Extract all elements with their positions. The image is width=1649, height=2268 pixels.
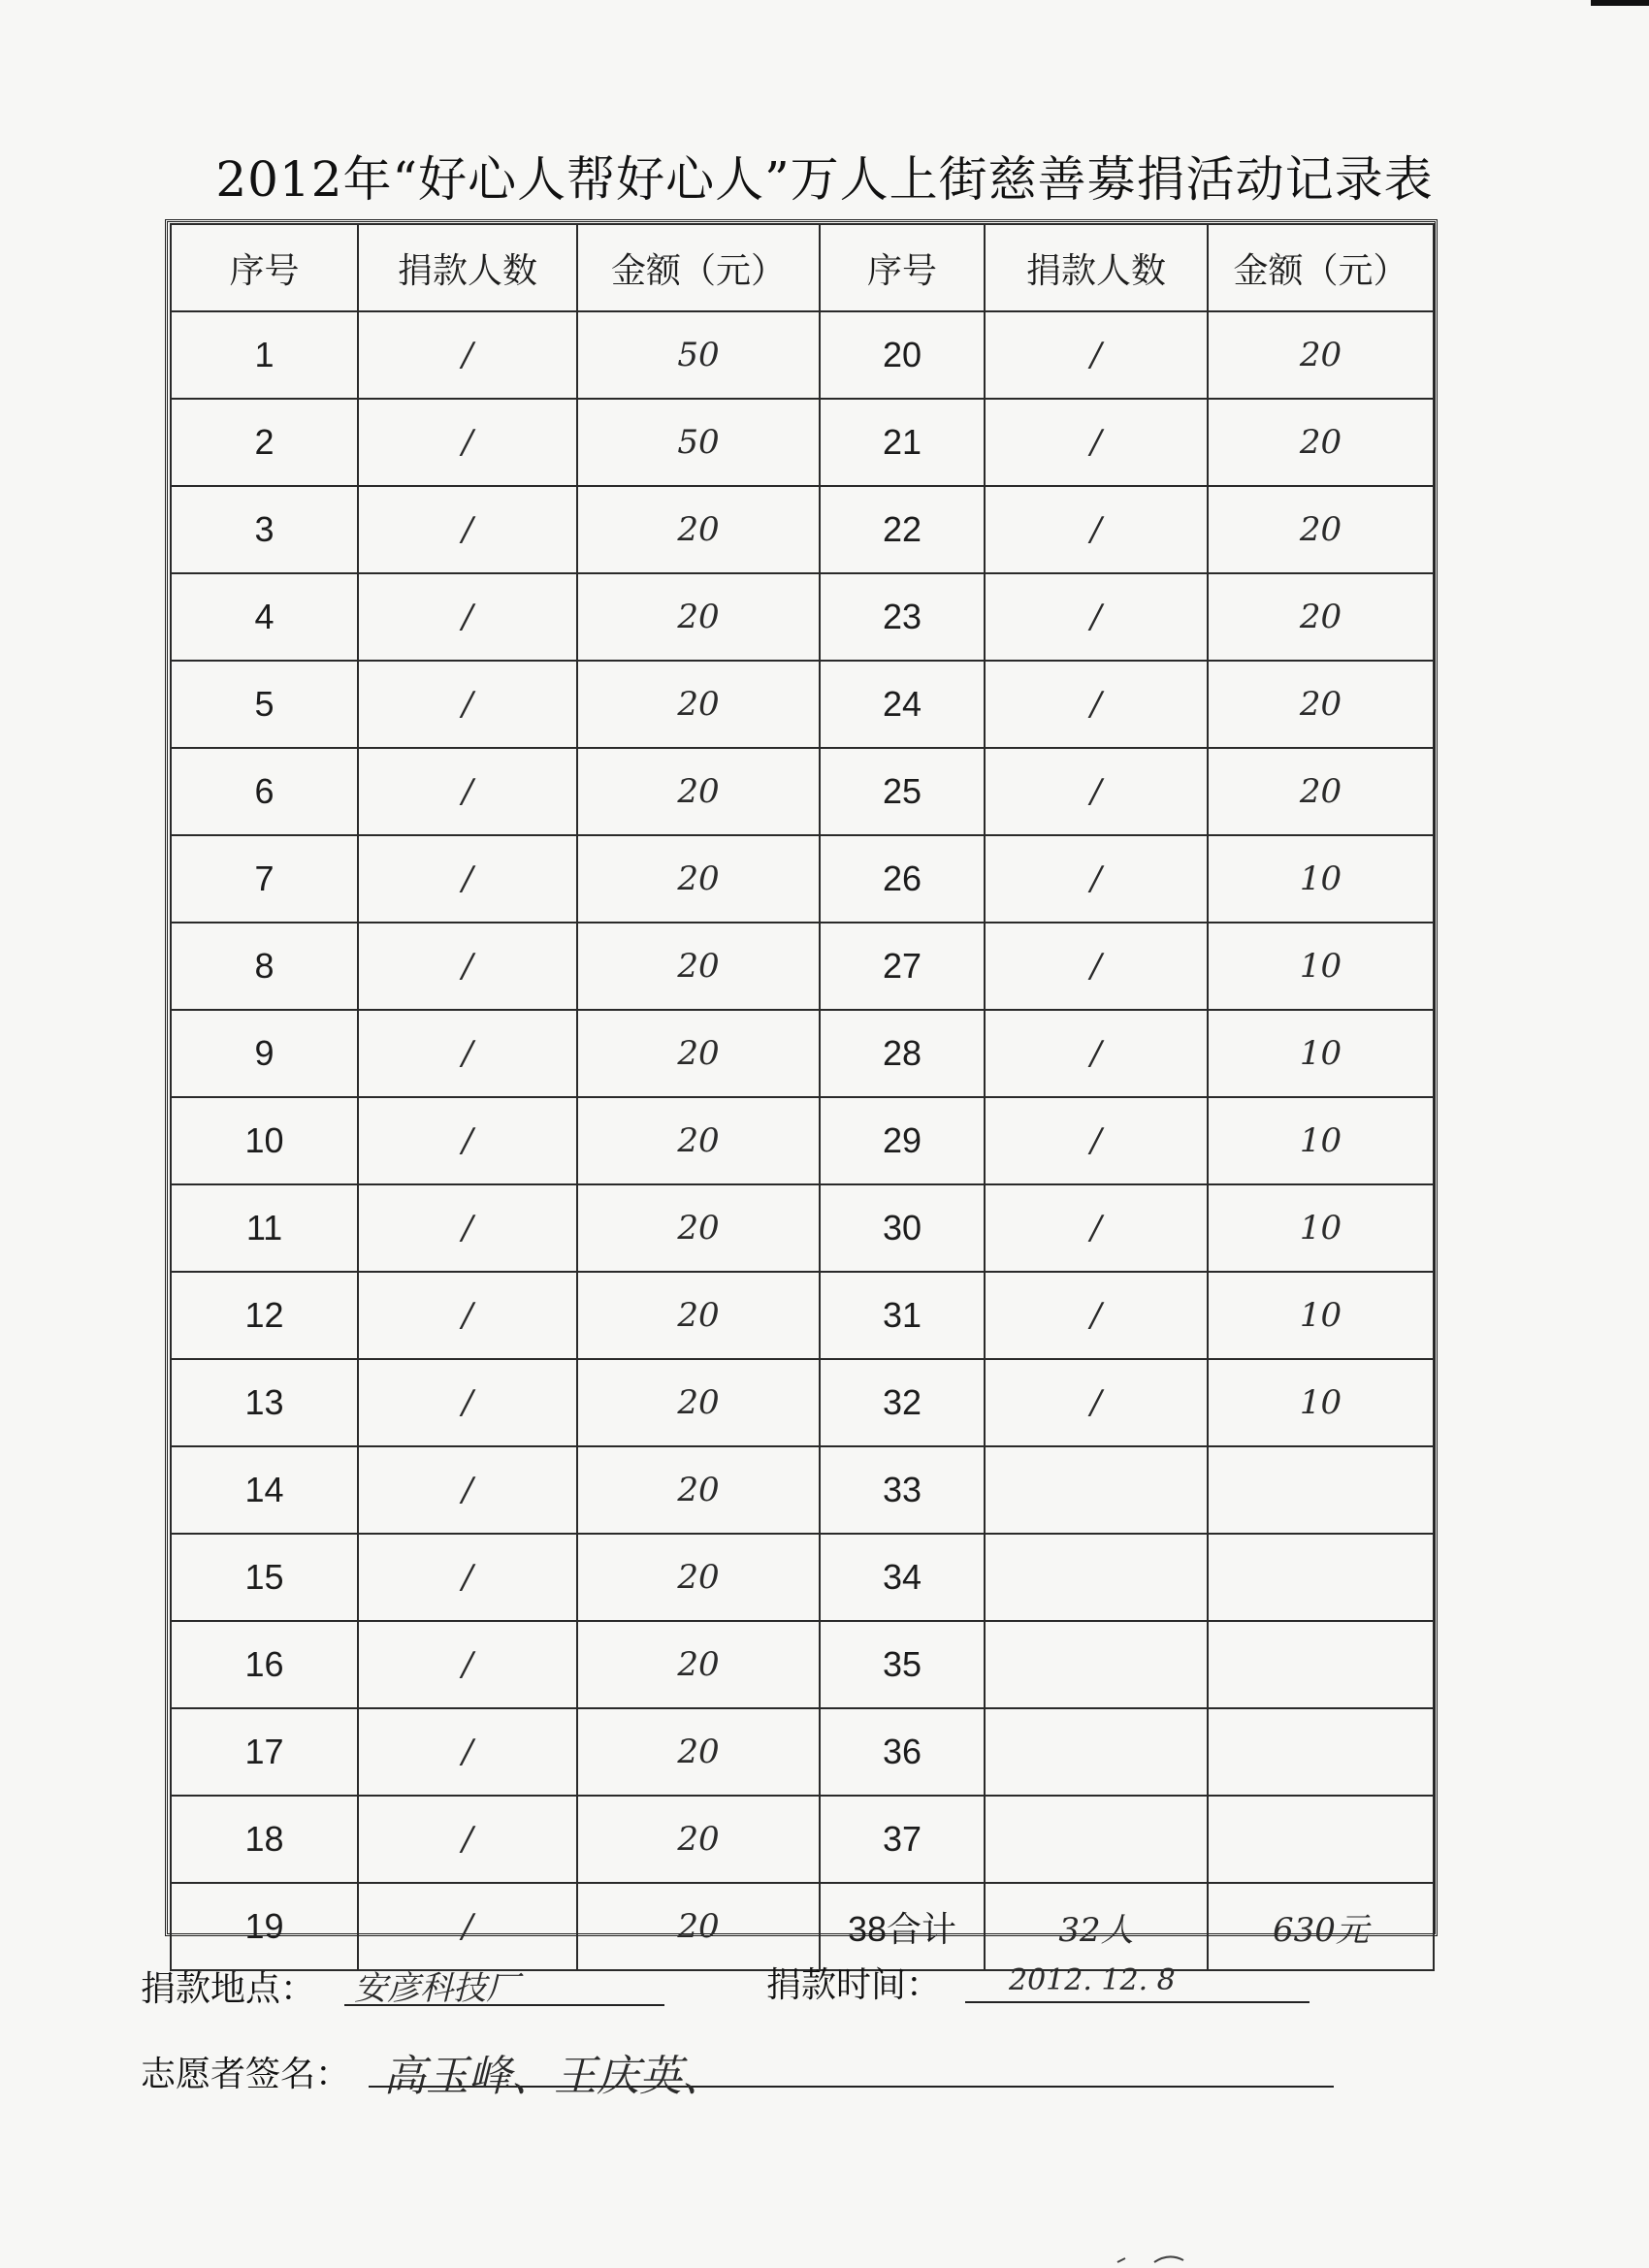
- amount-cell-2: 630元: [1208, 1883, 1434, 1970]
- amount-cell-2: 10: [1208, 1359, 1434, 1446]
- serial-cell-2: 35: [820, 1621, 985, 1708]
- donor-count-cell: /: [358, 1534, 577, 1621]
- amount-cell: 20: [577, 573, 820, 661]
- time-label: 捐款时间：: [766, 1964, 942, 2004]
- donor-count-cell-2: /: [985, 573, 1208, 661]
- amount-cell: 20: [577, 1796, 820, 1883]
- amount-cell-2: 20: [1208, 311, 1434, 399]
- serial-cell-2: 34: [820, 1534, 985, 1621]
- table-row: [171, 748, 1434, 835]
- amount-cell-2: 10: [1208, 1010, 1434, 1097]
- donor-count-cell-2: /: [985, 835, 1208, 923]
- donor-count-cell-2: /: [985, 748, 1208, 835]
- table-row: [171, 835, 1434, 923]
- serial-cell-2: 20: [820, 311, 985, 399]
- amount-cell: 20: [577, 1446, 820, 1534]
- donor-count-cell: /: [358, 835, 577, 923]
- amount-cell: 20: [577, 923, 820, 1010]
- donor-count-cell-2: [985, 1708, 1208, 1796]
- amount-cell-2: 10: [1208, 1272, 1434, 1359]
- serial-cell-2: 32: [820, 1359, 985, 1446]
- donor-count-cell: /: [358, 1621, 577, 1708]
- donor-count-cell-2: /: [985, 311, 1208, 399]
- header-cell-amount: 金额（元）: [577, 224, 820, 311]
- amount-cell-2: [1208, 1621, 1434, 1708]
- donor-count-cell: /: [358, 1446, 577, 1534]
- donor-count-cell-2: /: [985, 486, 1208, 573]
- serial-cell-2: 36: [820, 1708, 985, 1796]
- table-row: [171, 661, 1434, 748]
- serial-cell: 6: [171, 748, 358, 835]
- amount-cell-2: 20: [1208, 486, 1434, 573]
- serial-cell-2: 25: [820, 748, 985, 835]
- table-row: [171, 1708, 1434, 1796]
- donor-count-cell-2: /: [985, 1097, 1208, 1184]
- table-header-row: [171, 224, 1434, 311]
- serial-cell-2: 27: [820, 923, 985, 1010]
- header-cell-donor-count-2: 捐款人数: [985, 224, 1208, 311]
- donor-count-cell-2: [985, 1796, 1208, 1883]
- donor-count-cell: /: [358, 1184, 577, 1272]
- serial-cell-2: 28: [820, 1010, 985, 1097]
- donor-count-cell: /: [358, 1097, 577, 1184]
- amount-cell-2: 20: [1208, 748, 1434, 835]
- amount-cell: 50: [577, 311, 820, 399]
- serial-cell: 16: [171, 1621, 358, 1708]
- serial-cell-2: 23: [820, 573, 985, 661]
- table-row: [171, 1097, 1434, 1184]
- amount-cell-2: 10: [1208, 1184, 1434, 1272]
- serial-cell: 11: [171, 1184, 358, 1272]
- amount-cell-2: [1208, 1446, 1434, 1534]
- serial-cell: 19: [171, 1883, 358, 1970]
- serial-cell-2: 24: [820, 661, 985, 748]
- donation-record-table: [170, 223, 1435, 1971]
- amount-cell-2: [1208, 1708, 1434, 1796]
- table-row: [171, 311, 1434, 399]
- serial-cell-2: 30: [820, 1184, 985, 1272]
- amount-cell-2: 20: [1208, 661, 1434, 748]
- donor-count-cell: /: [358, 399, 577, 486]
- header-cell-serial-2: 序号: [820, 224, 985, 311]
- amount-cell: 20: [577, 1184, 820, 1272]
- table-row: [171, 1796, 1434, 1883]
- serial-cell: 15: [171, 1534, 358, 1621]
- bottom-scribble-mark: [1116, 2249, 1261, 2266]
- amount-cell-2: [1208, 1534, 1434, 1621]
- serial-cell: 8: [171, 923, 358, 1010]
- amount-cell: 50: [577, 399, 820, 486]
- serial-cell-2: 38合计: [820, 1883, 985, 1970]
- time-value: 2012. 12. 8: [1009, 1963, 1176, 1997]
- serial-cell-2: 26: [820, 835, 985, 923]
- amount-cell-2: 10: [1208, 923, 1434, 1010]
- location-label: 捐款地点：: [141, 1968, 316, 2008]
- donor-count-cell: /: [358, 1796, 577, 1883]
- serial-cell: 7: [171, 835, 358, 923]
- header-cell-serial: 序号: [171, 224, 358, 311]
- table-row: [171, 573, 1434, 661]
- amount-cell: 20: [577, 1883, 820, 1970]
- table-row: [171, 1184, 1434, 1272]
- serial-cell: 3: [171, 486, 358, 573]
- amount-cell-2: 20: [1208, 573, 1434, 661]
- table-row: [171, 1446, 1434, 1534]
- donor-count-cell: /: [358, 1708, 577, 1796]
- table-body: [171, 224, 1434, 1970]
- serial-cell: 17: [171, 1708, 358, 1796]
- serial-cell-2: 21: [820, 399, 985, 486]
- donor-count-cell: /: [358, 1883, 577, 1970]
- donor-count-cell: /: [358, 311, 577, 399]
- serial-cell-2: 33: [820, 1446, 985, 1534]
- amount-cell-2: 10: [1208, 835, 1434, 923]
- table-row: [171, 923, 1434, 1010]
- table-row: [171, 1534, 1434, 1621]
- amount-cell-2: 20: [1208, 399, 1434, 486]
- header-cell-amount-2: 金额（元）: [1208, 224, 1434, 311]
- amount-cell: 20: [577, 1010, 820, 1097]
- table-row: [171, 399, 1434, 486]
- donor-count-cell-2: /: [985, 923, 1208, 1010]
- donor-count-cell: /: [358, 573, 577, 661]
- amount-cell: 20: [577, 1097, 820, 1184]
- donor-count-cell: /: [358, 1359, 577, 1446]
- donor-count-cell-2: /: [985, 399, 1208, 486]
- serial-cell: 4: [171, 573, 358, 661]
- serial-cell: 13: [171, 1359, 358, 1446]
- amount-cell: 20: [577, 486, 820, 573]
- donor-count-cell-2: /: [985, 1359, 1208, 1446]
- time-underline: [965, 2001, 1310, 2003]
- donor-count-cell: /: [358, 748, 577, 835]
- donor-count-cell-2: [985, 1621, 1208, 1708]
- donor-count-cell-2: 32人: [985, 1883, 1208, 1970]
- amount-cell: 20: [577, 1621, 820, 1708]
- serial-cell: 10: [171, 1097, 358, 1184]
- donor-count-cell-2: /: [985, 1010, 1208, 1097]
- serial-cell: 18: [171, 1796, 358, 1883]
- serial-cell: 5: [171, 661, 358, 748]
- donor-count-cell-2: [985, 1446, 1208, 1534]
- table-row: [171, 486, 1434, 573]
- donor-count-cell-2: /: [985, 661, 1208, 748]
- amount-cell: 20: [577, 1534, 820, 1621]
- amount-cell-2: 10: [1208, 1097, 1434, 1184]
- donor-count-cell: /: [358, 1272, 577, 1359]
- amount-cell: 20: [577, 748, 820, 835]
- amount-cell: 20: [577, 1708, 820, 1796]
- table-row: [171, 1010, 1434, 1097]
- amount-cell: 20: [577, 1359, 820, 1446]
- serial-cell-2: 29: [820, 1097, 985, 1184]
- serial-cell-2: 22: [820, 486, 985, 573]
- donor-count-cell: /: [358, 486, 577, 573]
- serial-cell: 2: [171, 399, 358, 486]
- serial-cell: 1: [171, 311, 358, 399]
- amount-cell: 20: [577, 835, 820, 923]
- serial-cell: 14: [171, 1446, 358, 1534]
- serial-cell-2: 31: [820, 1272, 985, 1359]
- serial-cell: 9: [171, 1010, 358, 1097]
- volunteer-signature: 高玉峰、王庆英、: [383, 2052, 725, 2101]
- donor-count-cell: /: [358, 923, 577, 1010]
- signature-label: 志愿者签名：: [141, 2054, 351, 2093]
- form-title: 2012年“好心人帮好心人”万人上街慈善募捐活动记录表: [215, 151, 1434, 208]
- donor-count-cell-2: /: [985, 1272, 1208, 1359]
- table-row: [171, 1359, 1434, 1446]
- scan-corner-mark: [1591, 0, 1649, 6]
- table-row: [171, 1272, 1434, 1359]
- serial-cell: 12: [171, 1272, 358, 1359]
- donor-count-cell-2: [985, 1534, 1208, 1621]
- amount-cell: 20: [577, 661, 820, 748]
- serial-cell-2: 37: [820, 1796, 985, 1883]
- donor-count-cell: /: [358, 1010, 577, 1097]
- amount-cell-2: [1208, 1796, 1434, 1883]
- table-row: [171, 1621, 1434, 1708]
- header-cell-donor-count: 捐款人数: [358, 224, 577, 311]
- amount-cell: 20: [577, 1272, 820, 1359]
- location-value: 安彦科技厂: [354, 1969, 519, 2008]
- donor-count-cell: /: [358, 661, 577, 748]
- donor-count-cell-2: /: [985, 1184, 1208, 1272]
